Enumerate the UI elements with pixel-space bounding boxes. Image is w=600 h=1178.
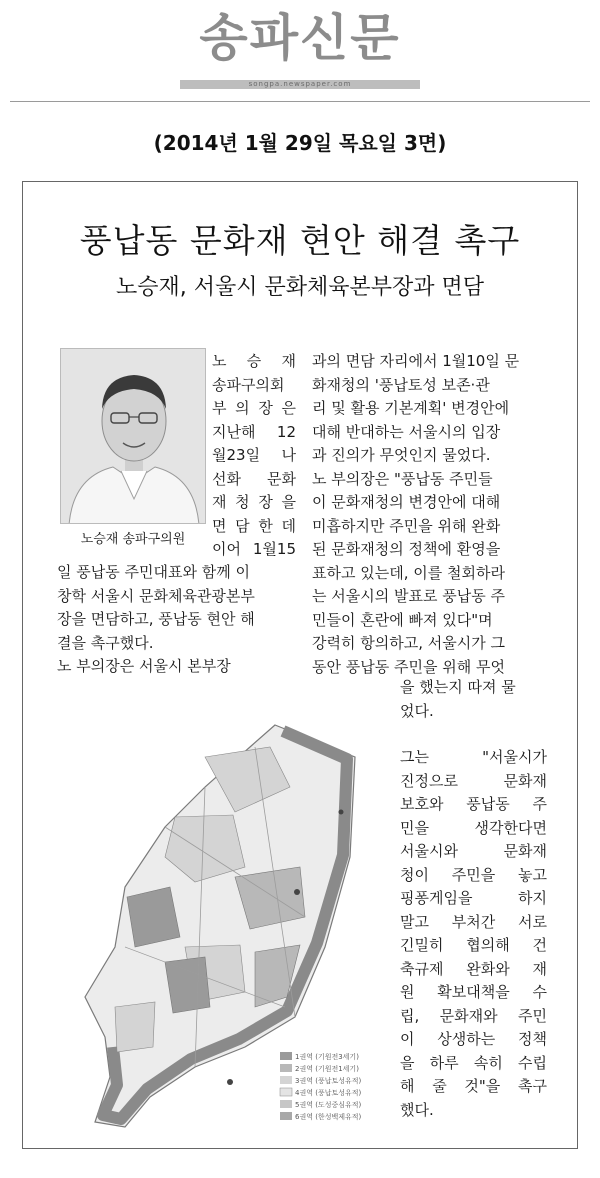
text-line: 동안 풍납동 주민을 위해 무엇: [312, 657, 505, 676]
zone-block: [127, 887, 180, 947]
text-line: 그는 "서울시가: [400, 748, 547, 766]
text-line: 했다.: [400, 1100, 434, 1119]
text-line: 이 상생하는 정책: [400, 1030, 547, 1048]
portrait-photo: [60, 348, 206, 524]
text-line: 민들이 혼란에 빠져 있다"며: [312, 610, 493, 629]
text-line: 노 승 재: [212, 352, 296, 370]
article-left-column: [57, 561, 297, 679]
text-line: 긴밀히 협의해 건: [400, 936, 547, 954]
text-line: 서울시와 문화재: [400, 842, 547, 860]
legend-label: 6권역 (한성백제유적): [295, 1113, 362, 1121]
text-line: 선화 문화: [212, 469, 296, 488]
masthead-url: songpa.newspaper.com: [248, 80, 352, 88]
text-line: 장을 면담하고, 풍납동 현안 해: [57, 610, 255, 628]
map-legend: [280, 1052, 362, 1121]
legend-label: 5권역 (도성중심유적): [295, 1101, 362, 1109]
masthead: [0, 0, 600, 100]
top-rule: [10, 101, 590, 102]
site-marker: [339, 810, 344, 815]
text-line: 표하고 있는데, 이를 철회하라: [312, 563, 505, 582]
text-line: 일 풍납동 주민대표와 함께 이: [57, 563, 250, 581]
article-right-narrow-column: [400, 746, 547, 1122]
text-line: 송파구의회: [212, 375, 285, 394]
text-line: 었다.: [400, 701, 434, 720]
text-line: 이어 1월15: [212, 540, 296, 558]
text-line: 민을 생각한다면: [400, 818, 547, 837]
text-line: 축규제 완화와 재: [400, 959, 547, 978]
text-line: 이 문화재청의 변경안에 대해: [312, 493, 501, 511]
text-line: 노 부의장은 서울시 본부장: [57, 657, 231, 675]
text-line: 결을 촉구했다.: [57, 633, 154, 652]
text-line: 강력히 항의하고, 서울시가 그: [312, 634, 505, 652]
map-drawing: [55, 717, 395, 1137]
text-line: 을 했는지 따져 물: [400, 678, 516, 696]
text-line: 는 서울시의 발표로 풍납동 주: [312, 587, 505, 605]
text-line: 재 청 장 을: [212, 493, 296, 511]
text-line: 노 부의장은 "풍납동 주민들: [312, 469, 493, 488]
text-line: 핑퐁게임을 하지: [400, 889, 547, 907]
dateline: (2014년 1월 29일 목요일 3면): [153, 131, 447, 155]
text-line: 대해 반대하는 서울시의 입장: [312, 422, 501, 441]
text-line: 화재청의 '풍납토성 보존·관: [312, 375, 490, 394]
text-line: 된 문화재청의 정책에 환영을: [312, 540, 501, 558]
legend-label: 2권역 (기원전1세기): [295, 1065, 359, 1073]
text-line: 과의 면담 자리에서 1월10일 문: [312, 352, 520, 370]
text-line: 립, 문화재와 주민: [400, 1006, 547, 1025]
text-line: 진정으로 문화재: [400, 771, 547, 790]
legend-label: 3권역 (풍납토성유적): [295, 1077, 362, 1085]
site-marker: [227, 1079, 233, 1085]
text-line: 부 의 장 은: [212, 399, 296, 417]
text-line: 보호와 풍납동 주: [400, 795, 547, 813]
text-line: 리 및 활용 기본계획' 변경안에: [312, 399, 510, 417]
article-right-mid-column: [400, 676, 554, 723]
text-line: 을 하루 속히 수립: [400, 1053, 547, 1072]
legend-label: 1권역 (기원전3세기): [295, 1053, 359, 1061]
headline: 풍납동 문화재 현안 해결 촉구: [79, 221, 521, 260]
subhead: 노승재, 서울시 문화체육본부장과 면담: [115, 275, 484, 300]
newspaper-title: 송파신문: [199, 9, 401, 67]
photo-caption: 노승재 송파구의원: [80, 532, 186, 547]
text-line: 말고 부처간 서로: [400, 912, 547, 931]
legend-label: 4권역 (풍납토성유적): [295, 1089, 362, 1097]
text-line: 청이 주민을 놓고: [400, 865, 547, 884]
text-line: 원 확보대책을 수: [400, 983, 547, 1001]
text-line: 지난해 12: [212, 422, 296, 441]
text-line: 해 줄 것"을 촉구: [400, 1077, 547, 1095]
text-line: 미흡하지만 주민을 위해 완화: [312, 516, 501, 535]
zone-block: [115, 1002, 155, 1052]
zone-block: [165, 957, 210, 1013]
text-line: 창학 서울시 문화체육관광본부: [57, 586, 255, 605]
text-line: 월23일 나: [212, 446, 296, 464]
site-marker: [294, 889, 300, 895]
text-line: 면 담 한 데: [212, 516, 296, 535]
article-left-narrow-column: [212, 350, 296, 560]
portrait-illustration: [61, 349, 206, 524]
article-right-column: [312, 350, 554, 679]
pungnap-zone-map: [55, 717, 395, 1137]
text-line: 과 진의가 무엇인지 물었다.: [312, 446, 491, 464]
